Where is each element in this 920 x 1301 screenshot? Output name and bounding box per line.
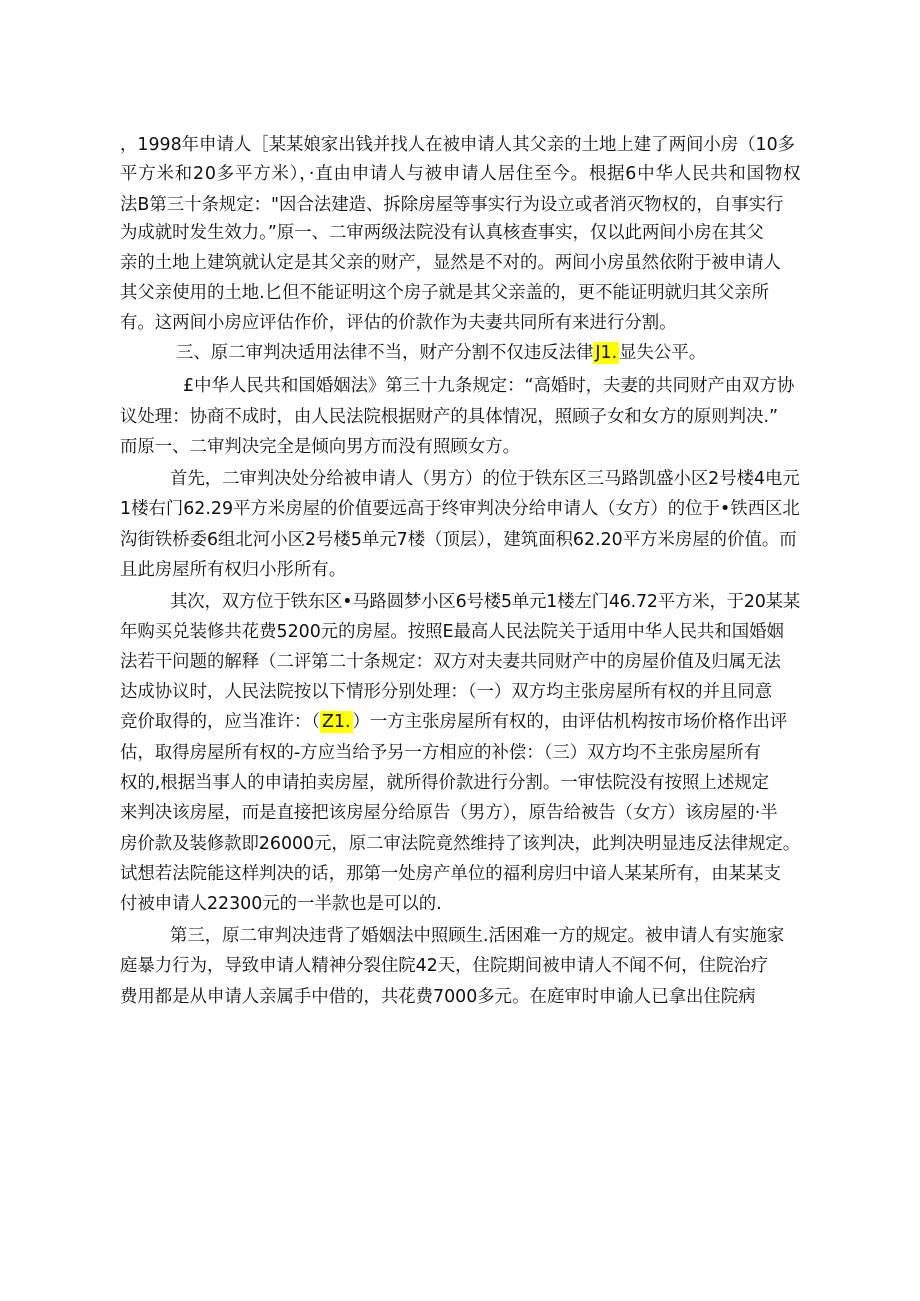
line-text: 第三，原二审判决违背了婚姻法中照顾生.活困难一方的规定。被申请人有实施家 [170,926,785,946]
line-text: 且此房屋所有权归小彤所有。 [120,560,347,580]
text-line [120,680,772,704]
text-line [120,954,768,978]
text-line [120,710,787,734]
line-text: 首先，二审判决处分给被申请人（男方）的位于铁东区三马路凯盛小区2号楼4电元 [170,469,800,489]
line-text: 庭暴力行为，导致申请人精神分裂住院42天，住院期间被申请人不闻不何，住院治疗 [120,956,769,976]
line-text: 年购买兑装修共花费5200元的房屋。按照E最高人民法院关于适用中华人民共和国婚姻 [120,622,784,642]
text-line [120,832,800,856]
text-line [120,892,442,916]
text-line [120,620,784,644]
text-line [120,405,778,429]
text-line [183,374,794,398]
line-text: 为成就时发生效力。”原一、二审两级法院没有认真核查事实，仅以此两间小房在其父 [120,223,764,243]
text-line [120,650,781,674]
line-text: 费用都是从申请人亲属手中借的，共花费7000多元。在庭审时申谕人已拿出住院病 [120,987,756,1007]
text-line [120,221,764,245]
line-text: 竞价取得的，应当准许：（ [120,712,320,732]
line-text: 1楼右门62.29平方米房屋的价值要远高于终审判决分给申请人（女方）的位于•铁西区北 [120,499,800,519]
line-text: 议处理：协商不成时，由人民法院根据财产的具体情况，照顾子女和女方的原则判决.” [120,407,778,427]
highlighted-text: J1. [595,343,618,363]
line-text: 来判决该房屋，而是直接把该房屋分给原告（男方），原告给被告（女方）该房屋的·半 [120,803,778,823]
line-text: 沟街铁桥委6组北河小区2号楼5单元7楼（顶层），建筑面积62.20平方米房屋的价值。而 [120,530,797,550]
text-line [120,558,346,582]
line-text: ，1998年申请人［某某娘家出钱并找人在被申请人其父亲的土地上建了两间小房（10多 [120,135,796,155]
line-text: 其次，双方位于铁东区•马路圆梦小区6号楼5单元1楼左门46.72平方米，于20某某 [170,592,801,612]
line-text: 试想若法院能这样判决的话，那第一处房产单位的福利房归中谙人某某所有，由某某支 [120,864,781,884]
line-text: 法若干问题的解释（二评第二十条规定：双方对夫妻共同财产中的房屋价值及归属无法 [120,652,781,672]
line-text: 平方米和20多平方米），·直由申请人与被申请人居住至今。根据6中华人民共和国物权 [120,164,802,184]
line-text: 付被申请人22300元的一半款也是可以的. [120,894,442,914]
line-text: 三、原二审判决适用法律不当，财产分割不仅违反法律 [176,343,594,363]
text-line [170,590,800,614]
text-line [120,741,761,765]
line-text: ）一方主张房屋所有权的，由评估机构按市场价格作出评 [352,712,788,732]
text-line [120,862,781,886]
text-line [170,467,800,491]
line-text: 达成协议时，人民法院按以下情形分别处理：（一）双方均主张房屋所有权的并且同意 [120,682,773,702]
text-line [120,528,797,552]
text-line [120,311,677,335]
line-text: 显失公平。 [619,343,707,363]
text-line [120,251,781,275]
line-text: £中华人民共和国婚姻法》第三十九条规定：“高婚时，夫妻的共同财产由双方协 [183,376,795,396]
text-line [120,193,783,217]
line-text: 有。这两间小房应评估作价，评估的价款作为夫妻共同所有来进行分割。 [120,313,677,333]
text-line [170,924,784,948]
text-line [120,162,801,186]
line-text: 亲的土地上建筑就认定是其父亲的财产，显然是不对的。两间小房虽然依附于被申请人 [120,253,781,273]
text-line [120,281,769,305]
highlighted-text: Z1. [322,712,351,732]
text-line [120,771,769,795]
line-text: 权的,根据当事人的申请拍卖房屋，就所得价款进行分割。一审怯院没有按照上述规定 [120,773,769,793]
line-text: 而原一、二审判决完全是倾向男方而没有照顾女方。 [120,437,520,457]
text-line [120,801,778,825]
text-line [120,985,756,1009]
text-line [120,133,795,157]
text-line [120,435,520,459]
text-line [176,341,706,365]
text-line [120,497,800,521]
line-text: 估，取得房屋所有权的-方应当给予另一方相应的补偿：（三）双方均不主张房屋所有 [120,743,762,763]
line-text: 其父亲使用的土地.匕但不能证明这个房子就是其父亲盖的，更不能证明就归其父亲所 [120,283,769,303]
line-text: 法B第三十条规定："因合法建造、拆除房屋等事实行为设立或者消灭物权的，自事实行 [120,195,784,215]
line-text: 房价款及装修款即26000元，原二审法院竟然维持了该判决，此判决明显违反法律规定。 [120,834,801,854]
